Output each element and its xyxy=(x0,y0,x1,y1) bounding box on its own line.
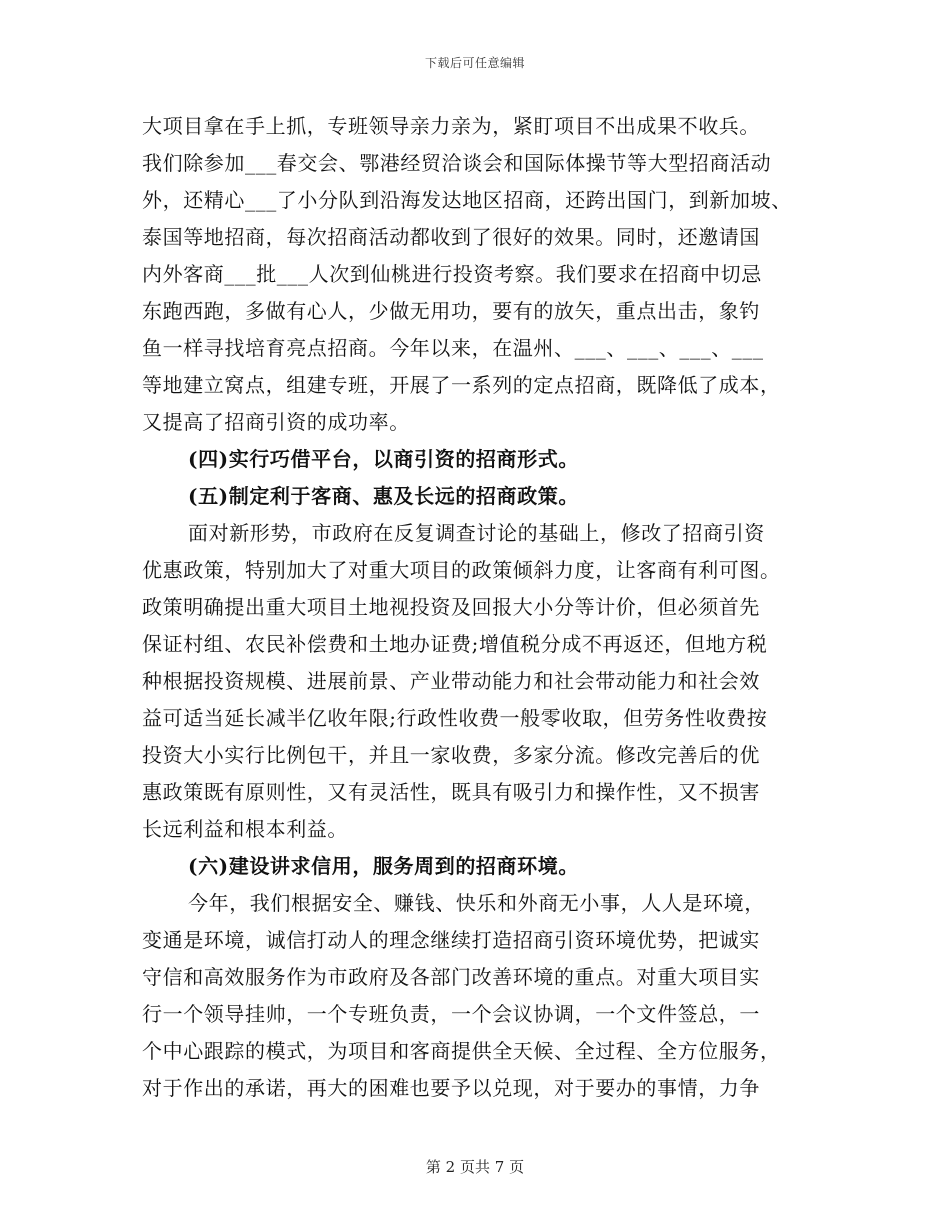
section-heading: (四)实行巧借平台，以商引资的招商形式。 xyxy=(188,447,579,471)
text-line: 长远利益和根本利益。 xyxy=(142,817,348,841)
text-line: 我们除参加___春交会、鄂港经贸洽谈会和国际体操节等大型招商活动 xyxy=(142,151,772,175)
text-line: 鱼一样寻找培育亮点招商。今年以来，在温州、___、___、___、___ xyxy=(142,336,764,360)
text-line: 东跑西跑，多做有心人，少做无用功，要有的放矢，重点出击，象钓 xyxy=(142,299,760,323)
text-line: 又提高了招商引资的成功率。 xyxy=(142,410,410,434)
section-heading: (六)建设讲求信用，服务周到的招商环境。 xyxy=(188,854,579,878)
text-line: 保证村组、农民补偿费和土地办证费;增值税分成不再返还，但地方税 xyxy=(142,632,768,656)
text-line: 外，还精心___了小分队到沿海发达地区招商，还跨出国门，到新加坡、 xyxy=(142,188,792,212)
text-line: 对于作出的承诺，再大的困难也要予以兑现，对于要办的事情，力争 xyxy=(142,1076,760,1100)
text-line: 种根据投资规模、进展前景、产业带动能力和社会带动能力和社会效 xyxy=(142,669,760,693)
section-heading: (五)制定利于客商、惠及长远的招商政策。 xyxy=(188,484,579,508)
header-note: 下载后可任意编辑 xyxy=(424,56,525,70)
text-line: 益可适当延长减半亿收年限;行政性收费一般零收取，但劳务性收费按 xyxy=(142,706,768,730)
text-line: 行一个领导挂帅，一个专班负责，一个会议协调，一个文件签总，一 xyxy=(142,1002,760,1026)
document-body xyxy=(142,108,832,1107)
text-line: 个中心跟踪的模式，为项目和客商提供全天候、全过程、全方位服务， xyxy=(142,1039,781,1063)
page-footer: 第 2 页共 7 页 xyxy=(425,1158,525,1176)
text-line: 泰国等地招商，每次招商活动都收到了很好的效果。同时，还邀请国 xyxy=(142,225,760,249)
text-line: 面对新形势，市政府在反复调查讨论的基础上，修改了招商引资 xyxy=(188,521,765,545)
text-line: 投资大小实行比例包干，并且一家收费，多家分流。修改完善后的优 xyxy=(142,743,760,767)
text-line: 大项目拿在手上抓，专班领导亲力亲为，紧盯项目不出成果不收兵。 xyxy=(142,114,760,138)
text-line: 政策明确提出重大项目土地视投资及回报大小分等计价，但必须首先 xyxy=(142,595,760,619)
text-line: 惠政策既有原则性，又有灵活性，既具有吸引力和操作性，又不损害 xyxy=(142,780,760,804)
text-line: 等地建立窝点，组建专班，开展了一系列的定点招商，既降低了成本， xyxy=(142,373,781,397)
text-line: 内外客商___批___人次到仙桃进行投资考察。我们要求在招商中切忌 xyxy=(142,262,762,286)
text-line: 今年，我们根据安全、赚钱、快乐和外商无小事，人人是环境， xyxy=(188,891,765,915)
text-line: 优惠政策，特别加大了对重大项目的政策倾斜力度，让客商有利可图。 xyxy=(142,558,781,582)
text-line: 守信和高效服务作为市政府及各部门改善环境的重点。对重大项目实 xyxy=(142,965,760,989)
text-line: 变通是环境，诚信打动人的理念继续打造招商引资环境优势，把诚实 xyxy=(142,928,760,952)
